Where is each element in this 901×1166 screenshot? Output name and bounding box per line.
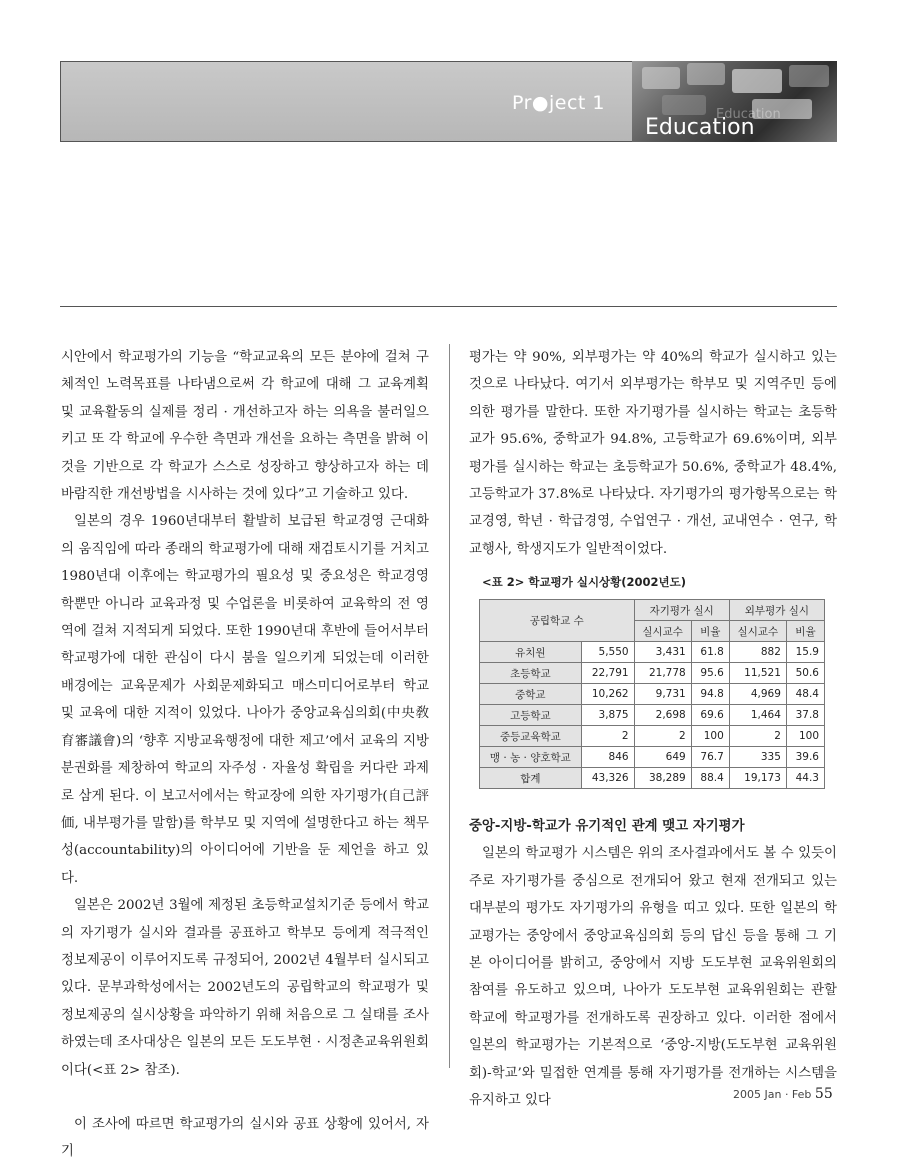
right-column-bottom bbox=[469, 813, 837, 1114]
row-label: 중학교 bbox=[480, 684, 582, 705]
paragraph: 일본의 경우 1960년대부터 활발히 보급된 학교경영 근대화의 움직임에 따라 종래의 학교평가에 대해 재검토시기를 거치고 1980년대 이후에는 학교평가의 필요성 및 중요성은 학교경영학뿐만 아니라 교육과정 및 수업론을 비롯하여 교육학의 전 영역에 걸쳐 지적되게 되었다. 또한 1990년대 후반에 들어서부터 학교평가에 대한 관심이 다시 붐을 일으키게 되었는데 이러한 배경에는 교육문제가 사회문제화되고 매스미디어로부터 학교 및 교육에 대한 지적이 있었다. 나아가 중앙교육심의회(中央敎育審議會)의 ‘향후 지방교육행정에 대한 제고’에서 교육의 지방분권화를 제창하여 학교의 자주성 · 자율성 확립을 커다란 과제로 삼게 된다. 이 보고서에서는 학교장에 의한 자기평가(自己評価, 내부평가를 말함)를 학부모 및 지역에 설명한다고 하는 책무성(accountability)의 아이디어에 기반을 둔 제언을 하고 있다. bbox=[61, 514, 429, 886]
header-school-count: 공립학교 수 bbox=[480, 600, 635, 642]
cell-self-count: 2,698 bbox=[634, 705, 691, 726]
cell-self-ratio: 95.6 bbox=[691, 663, 729, 684]
page-footer bbox=[733, 1086, 833, 1102]
cell-self-ratio: 69.6 bbox=[691, 705, 729, 726]
table-header-row bbox=[480, 600, 825, 621]
cell-total: 22,791 bbox=[581, 663, 634, 684]
right-column-top bbox=[469, 344, 837, 563]
row-label: 중등교육학교 bbox=[480, 726, 582, 747]
header-external-evaluation: 외부평가 실시 bbox=[729, 600, 824, 621]
cell-self-ratio: 76.7 bbox=[691, 747, 729, 768]
cell-total: 43,326 bbox=[581, 768, 634, 789]
issue-label: 2005 Jan · Feb bbox=[733, 1088, 812, 1101]
cell-total: 5,550 bbox=[581, 642, 634, 663]
cell-self-ratio: 100 bbox=[691, 726, 729, 747]
cell-total: 3,875 bbox=[581, 705, 634, 726]
cell-ext-ratio: 50.6 bbox=[786, 663, 824, 684]
row-label: 합계 bbox=[480, 768, 582, 789]
cell-ext-count: 11,521 bbox=[729, 663, 786, 684]
cell-ext-count: 4,969 bbox=[729, 684, 786, 705]
cell-total: 10,262 bbox=[581, 684, 634, 705]
cell-ext-ratio: 39.6 bbox=[786, 747, 824, 768]
header-self-evaluation: 자기평가 실시 bbox=[634, 600, 729, 621]
subheader-count: 실시교수 bbox=[729, 621, 786, 642]
cell-self-ratio: 94.8 bbox=[691, 684, 729, 705]
cell-ext-count: 335 bbox=[729, 747, 786, 768]
column-divider bbox=[449, 344, 450, 1068]
cell-self-count: 9,731 bbox=[634, 684, 691, 705]
table-row bbox=[480, 684, 825, 705]
school-evaluation-table bbox=[479, 599, 825, 789]
cell-ext-ratio: 48.4 bbox=[786, 684, 824, 705]
cell-total: 846 bbox=[581, 747, 634, 768]
table-row bbox=[480, 726, 825, 747]
row-label: 맹 · 농 · 양호학교 bbox=[480, 747, 582, 768]
table-row-total bbox=[480, 768, 825, 789]
cell-self-count: 2 bbox=[634, 726, 691, 747]
cell-self-ratio: 88.4 bbox=[691, 768, 729, 789]
paragraph: 이 조사에 따르면 학교평가의 실시와 공표 상황에 있어서, 자기 bbox=[61, 1116, 429, 1160]
cell-self-ratio: 61.8 bbox=[691, 642, 729, 663]
section-heading: 중앙-지방-학교가 유기적인 관계 맺고 자기평가 bbox=[469, 819, 745, 834]
table-row bbox=[480, 642, 825, 663]
table-row bbox=[480, 747, 825, 768]
banner-word: Education bbox=[645, 115, 755, 140]
paragraph: 평가는 약 90%, 외부평가는 약 40%의 학교가 실시하고 있는 것으로 나타났다. 여기서 외부평가는 학부모 및 지역주민 등에 의한 평가를 말한다. 또한 자기평가를 실시하는 학교는 초등학교가 95.6%, 중학교가 94.8%, 고등학교가 69.6%이며, 외부평가를 실시하는 학교는 초등학교가 50.6%, 중학교가 48.4%, 고등학교가 37.8%로 나타났다. 자기평가의 평가항목으로는 학교경영, 학년 · 학급경영, 수업연구 · 개선, 교내연수 · 연구, 학교행사, 학생지도가 일반적이었다. bbox=[469, 350, 837, 557]
cell-ext-ratio: 37.8 bbox=[786, 705, 824, 726]
cell-self-count: 3,431 bbox=[634, 642, 691, 663]
banner-ghost-text: Education bbox=[716, 107, 781, 122]
cell-ext-count: 2 bbox=[729, 726, 786, 747]
project-label: Pr●ject 1 bbox=[512, 92, 606, 114]
subheader-count: 실시교수 bbox=[634, 621, 691, 642]
cell-self-count: 649 bbox=[634, 747, 691, 768]
row-label: 고등학교 bbox=[480, 705, 582, 726]
row-label: 초등학교 bbox=[480, 663, 582, 684]
cell-total: 2 bbox=[581, 726, 634, 747]
cell-ext-count: 19,173 bbox=[729, 768, 786, 789]
table-caption: <표 2> 학교평가 실시상황(2002년도) bbox=[482, 575, 687, 589]
cell-ext-ratio: 44.3 bbox=[786, 768, 824, 789]
subheader-ratio: 비율 bbox=[691, 621, 729, 642]
page-number: 55 bbox=[814, 1086, 833, 1102]
header-divider bbox=[60, 306, 837, 307]
cell-ext-count: 1,464 bbox=[729, 705, 786, 726]
cell-ext-count: 882 bbox=[729, 642, 786, 663]
cell-self-count: 21,778 bbox=[634, 663, 691, 684]
paragraph: 일본의 학교평가 시스템은 위의 조사결과에서도 볼 수 있듯이 주로 자기평가를 중심으로 전개되어 왔고 현재 전개되고 있는 대부분의 평가도 자기평가의 유형을 띠고 있다. 또한 일본의 학교평가는 중앙에서 중앙교육심의회 등의 답신 등을 통해 그 기본 아이디어를 밝히고, 중앙에서 지방 도도부현 교육위원회의 참여를 유도하고 있으며, 나아가 도도부현 교육위원회는 관할 학교에 학교평가를 전개하도록 권장하고 있다. 이러한 점에서 일본의 학교평가는 기본적으로 ‘중앙-지방(도도부현 교육위원회)-학교’와 밀접한 연계를 통해 자기평가를 전개하는 시스템을 유지하고 있다 bbox=[469, 846, 837, 1109]
paragraph: 시안에서 학교평가의 기능을 “학교교육의 모든 분야에 걸쳐 구체적인 노력목표를 나타냄으로써 각 학교에 대해 그 교육계획 및 교육활동의 실제를 정리 · 개선하고자 하는 의욕을 불러일으키고 또 각 학교에 우수한 측면과 개선을 요하는 측면을 밝혀 이것을 기반으로 각 학교가 스스로 성장하고 향상하고자 하는 데 바람직한 개선방법을 시사하는 것에 있다”고 기술하고 있다. bbox=[61, 350, 429, 503]
left-column bbox=[61, 344, 429, 1166]
table-row bbox=[480, 705, 825, 726]
cell-ext-ratio: 100 bbox=[786, 726, 824, 747]
paragraph-gap bbox=[61, 1084, 429, 1111]
cell-self-count: 38,289 bbox=[634, 768, 691, 789]
row-label: 유치원 bbox=[480, 642, 582, 663]
subheader-ratio: 비율 bbox=[786, 621, 824, 642]
paragraph: 일본은 2002년 3월에 제정된 초등학교설치기준 등에서 학교의 자기평가 실시와 결과를 공표하고 학부모 등에게 적극적인 정보제공이 이루어지도록 규정되어, 2002년 4월부터 실시되고 있다. 문부과학성에서는 2002년도의 공립학교의 학교평가 및 정보제공의 실시상황을 파악하기 위해 처음으로 그 실태를 조사하였는데 조사대상은 일본의 모든 도도부현 · 시정촌교육위원회이다(<표 2> 참조). bbox=[61, 898, 429, 1078]
cell-ext-ratio: 15.9 bbox=[786, 642, 824, 663]
table-row bbox=[480, 663, 825, 684]
